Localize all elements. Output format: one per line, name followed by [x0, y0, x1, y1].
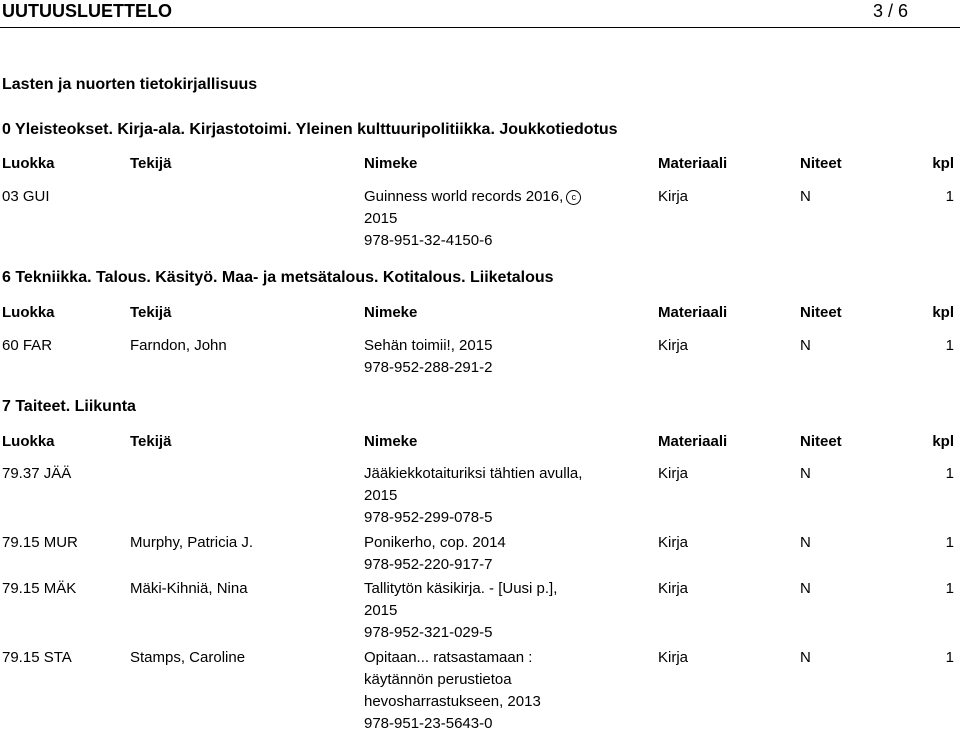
cell-tekija: Mäki-Kihniä, Nina: [130, 580, 248, 597]
cell-nimeke: [364, 532, 634, 576]
cell-materiaali: Kirja: [658, 649, 689, 666]
cell-nimeke: [364, 578, 634, 644]
cell-nimeke: [364, 186, 634, 252]
nimeke-line: Tallitytön käsikirja. - [Uusi p.],: [364, 580, 558, 597]
nimeke-line: 978-951-23-5643-0: [364, 715, 493, 732]
cell-nimeke: [364, 647, 634, 735]
section-heading-0: 0 Yleisteokset. Kirja-ala. Kirjastotoimi. Yleinen kulttuuripolitiikka. Joukkotiedotus: [2, 121, 618, 138]
cell-luokka: 79.15 STA: [2, 649, 72, 666]
cell-niteet: N: [800, 465, 811, 482]
nimeke-line: Sehän toimii!, 2015: [364, 337, 493, 354]
nimeke-line: Ponikerho, cop. 2014: [364, 534, 506, 551]
col-luokka: Luokka: [2, 155, 55, 172]
nimeke-line: 2015: [364, 487, 398, 504]
col-niteet: Niteet: [800, 304, 842, 321]
col-kpl: kpl: [932, 304, 954, 321]
nimeke-line: 2015: [364, 210, 398, 227]
col-nimeke: Nimeke: [364, 304, 418, 321]
cell-kpl: 1: [945, 534, 954, 551]
nimeke-line: Opitaan... ratsastamaan :: [364, 649, 533, 666]
cell-niteet: N: [800, 337, 811, 354]
col-luokka: Luokka: [2, 433, 55, 450]
nimeke-line: 978-952-288-291-2: [364, 359, 493, 376]
document-title: UUTUUSLUETTELO: [2, 1, 172, 21]
cell-kpl: 1: [945, 465, 954, 482]
col-materiaali: Materiaali: [658, 155, 728, 172]
cell-luokka: 03 GUI: [2, 188, 50, 205]
cell-tekija: Stamps, Caroline: [130, 649, 246, 666]
nimeke-line: 978-951-32-4150-6: [364, 232, 493, 249]
nimeke-line: Guinness world records 2016,: [364, 188, 564, 205]
page-header: [0, 0, 960, 24]
col-materiaali: Materiaali: [658, 433, 728, 450]
cell-niteet: N: [800, 649, 811, 666]
cell-materiaali: Kirja: [658, 337, 689, 354]
nimeke-line: 2015: [364, 602, 398, 619]
cell-kpl: 1: [945, 580, 954, 597]
col-materiaali: Materiaali: [658, 304, 728, 321]
cell-nimeke: [364, 463, 634, 529]
col-tekija: Tekijä: [130, 304, 172, 321]
category-heading: Lasten ja nuorten tietokirjallisuus: [2, 76, 258, 93]
col-nimeke: Nimeke: [364, 155, 418, 172]
col-kpl: kpl: [932, 433, 954, 450]
col-luokka: Luokka: [2, 304, 55, 321]
cell-nimeke: [364, 335, 634, 379]
cell-luokka: 60 FAR: [2, 337, 53, 354]
col-kpl: kpl: [932, 155, 954, 172]
nimeke-line: hevosharrastukseen, 2013: [364, 693, 541, 710]
col-niteet: Niteet: [800, 155, 842, 172]
cell-luokka: 79.15 MUR: [2, 534, 78, 551]
cell-kpl: 1: [945, 649, 954, 666]
column-header-row: [0, 433, 960, 453]
nimeke-line: käytännön perustietoa: [364, 671, 512, 688]
col-tekija: Tekijä: [130, 155, 172, 172]
nimeke-line: 978-952-321-029-5: [364, 624, 493, 641]
cell-luokka: 79.37 JÄÄ: [2, 465, 72, 482]
cell-niteet: N: [800, 188, 811, 205]
column-header-row: [0, 304, 960, 324]
section-heading-7: 7 Taiteet. Liikunta: [2, 398, 136, 415]
cell-tekija: Murphy, Patricia J.: [130, 534, 254, 551]
cell-niteet: N: [800, 534, 811, 551]
col-nimeke: Nimeke: [364, 433, 418, 450]
cell-materiaali: Kirja: [658, 534, 689, 551]
cell-materiaali: Kirja: [658, 465, 689, 482]
cell-materiaali: Kirja: [658, 580, 689, 597]
cell-niteet: N: [800, 580, 811, 597]
cell-tekija: Farndon, John: [130, 337, 227, 354]
cell-kpl: 1: [945, 337, 954, 354]
nimeke-line: 978-952-299-078-5: [364, 509, 493, 526]
copyright-icon: c: [566, 190, 581, 205]
col-tekija: Tekijä: [130, 433, 172, 450]
cell-kpl: 1: [945, 188, 954, 205]
nimeke-line: Jääkiekkotaituriksi tähtien avulla,: [364, 465, 583, 482]
cell-materiaali: Kirja: [658, 188, 689, 205]
section-heading-6: 6 Tekniikka. Talous. Käsityö. Maa- ja metsätalous. Kotitalous. Liiketalous: [2, 269, 554, 286]
col-niteet: Niteet: [800, 433, 842, 450]
header-rule: [0, 27, 960, 28]
page-number: 3 / 6: [872, 1, 908, 21]
nimeke-line: 978-952-220-917-7: [364, 556, 493, 573]
column-header-row: [0, 155, 960, 175]
cell-luokka: 79.15 MÄK: [2, 580, 77, 597]
